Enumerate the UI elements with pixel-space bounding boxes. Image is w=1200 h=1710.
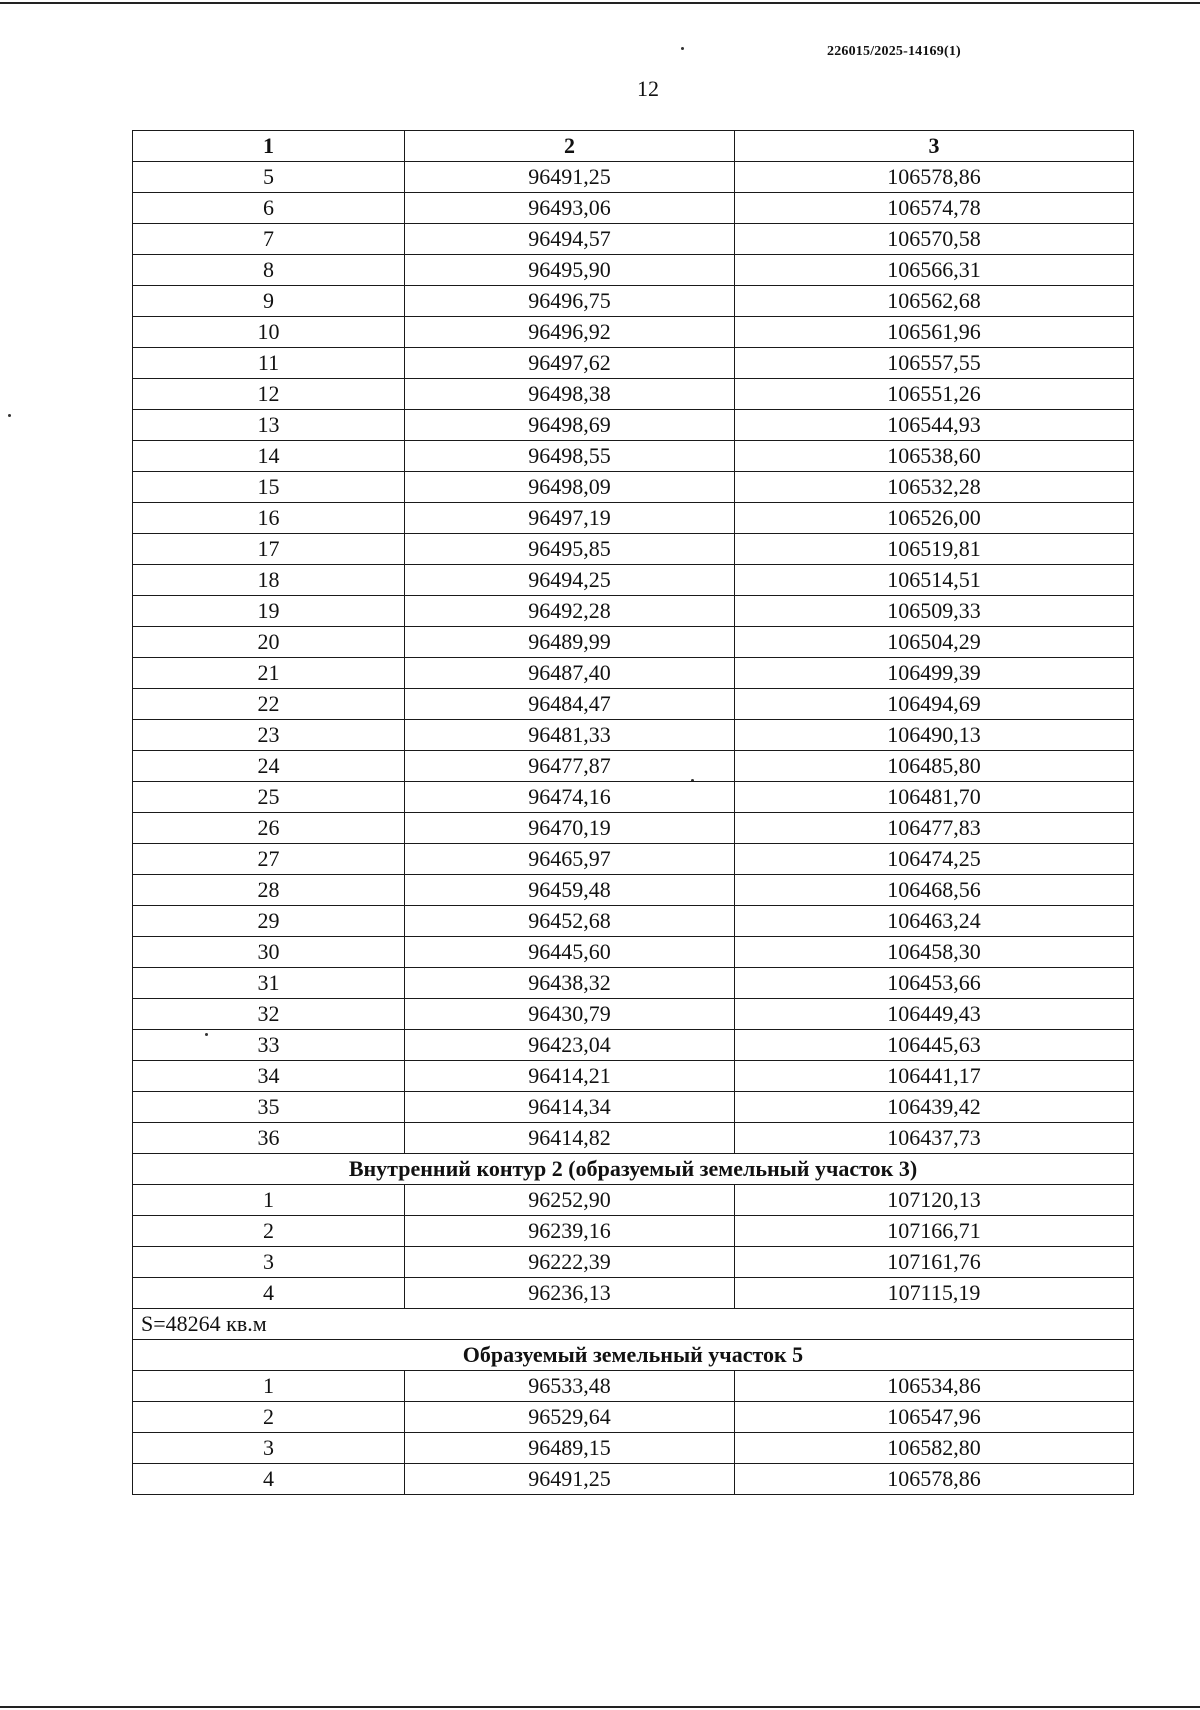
plot-5-title: Образуемый земельный участок 5 [133, 1340, 1134, 1371]
point-number: 25 [133, 782, 405, 813]
point-number: 30 [133, 937, 405, 968]
x-coordinate: 96491,25 [405, 162, 735, 193]
y-coordinate: 106509,33 [735, 596, 1134, 627]
point-number: 24 [133, 751, 405, 782]
y-coordinate: 106468,56 [735, 875, 1134, 906]
inner-contour-title: Внутренний контур 2 (образуемый земельный участок 3) [133, 1154, 1134, 1185]
table-row [133, 906, 1134, 937]
y-coordinate: 107115,19 [735, 1278, 1134, 1309]
area-section [133, 1309, 1134, 1371]
point-number: 9 [133, 286, 405, 317]
table-row [133, 286, 1134, 317]
x-coordinate: 96496,75 [405, 286, 735, 317]
x-coordinate: 96493,06 [405, 193, 735, 224]
point-number: 13 [133, 410, 405, 441]
point-number: 12 [133, 379, 405, 410]
x-coordinate: 96470,19 [405, 813, 735, 844]
point-number: 23 [133, 720, 405, 751]
table-row [133, 1247, 1134, 1278]
x-coordinate: 96494,57 [405, 224, 735, 255]
y-coordinate: 106574,78 [735, 193, 1134, 224]
point-number: 10 [133, 317, 405, 348]
x-coordinate: 96498,55 [405, 441, 735, 472]
contour-points-section [133, 162, 1134, 1154]
table-row [133, 503, 1134, 534]
y-coordinate: 106551,26 [735, 379, 1134, 410]
x-coordinate: 96498,38 [405, 379, 735, 410]
y-coordinate: 106449,43 [735, 999, 1134, 1030]
x-coordinate: 96414,21 [405, 1061, 735, 1092]
table-row [133, 1185, 1134, 1216]
point-number: 4 [133, 1464, 405, 1495]
scan-top-edge [0, 2, 1200, 4]
column-header-1: 1 [133, 131, 405, 162]
x-coordinate: 96438,32 [405, 968, 735, 999]
table-row [133, 441, 1134, 472]
table-row [133, 875, 1134, 906]
table-row [133, 1278, 1134, 1309]
point-number: 33 [133, 1030, 405, 1061]
y-coordinate: 106532,28 [735, 472, 1134, 503]
area-row [133, 1309, 1134, 1340]
x-coordinate: 96252,90 [405, 1185, 735, 1216]
table-row [133, 658, 1134, 689]
y-coordinate: 106514,51 [735, 565, 1134, 596]
point-number: 6 [133, 193, 405, 224]
table-row [133, 224, 1134, 255]
y-coordinate: 106544,93 [735, 410, 1134, 441]
y-coordinate: 106458,30 [735, 937, 1134, 968]
x-coordinate: 96498,69 [405, 410, 735, 441]
x-coordinate: 96474,16 [405, 782, 735, 813]
point-number: 34 [133, 1061, 405, 1092]
x-coordinate: 96445,60 [405, 937, 735, 968]
table-row [133, 627, 1134, 658]
point-number: 15 [133, 472, 405, 503]
table-header-row [133, 131, 1134, 162]
x-coordinate: 96452,68 [405, 906, 735, 937]
table-row [133, 1061, 1134, 1092]
table-row [133, 1123, 1134, 1154]
table-row [133, 1092, 1134, 1123]
point-number: 22 [133, 689, 405, 720]
point-number: 32 [133, 999, 405, 1030]
area-value: S=48264 кв.м [133, 1309, 1134, 1340]
point-number: 18 [133, 565, 405, 596]
column-header-2: 2 [405, 131, 735, 162]
y-coordinate: 106534,86 [735, 1371, 1134, 1402]
x-coordinate: 96495,85 [405, 534, 735, 565]
y-coordinate: 107120,13 [735, 1185, 1134, 1216]
table-row [133, 1216, 1134, 1247]
table-row [133, 999, 1134, 1030]
x-coordinate: 96491,25 [405, 1464, 735, 1495]
y-coordinate: 106566,31 [735, 255, 1134, 286]
point-number: 3 [133, 1433, 405, 1464]
point-number: 1 [133, 1371, 405, 1402]
point-number: 17 [133, 534, 405, 565]
y-coordinate: 106562,68 [735, 286, 1134, 317]
table-row [133, 317, 1134, 348]
point-number: 27 [133, 844, 405, 875]
table-row [133, 813, 1134, 844]
x-coordinate: 96496,92 [405, 317, 735, 348]
point-number: 2 [133, 1402, 405, 1433]
point-number: 5 [133, 162, 405, 193]
x-coordinate: 96236,13 [405, 1278, 735, 1309]
coordinates-table [132, 130, 1134, 1495]
point-number: 36 [133, 1123, 405, 1154]
table-row [133, 534, 1134, 565]
x-coordinate: 96492,28 [405, 596, 735, 627]
x-coordinate: 96481,33 [405, 720, 735, 751]
table-row [133, 689, 1134, 720]
y-coordinate: 107161,76 [735, 1247, 1134, 1278]
table-row [133, 472, 1134, 503]
table-row [133, 1371, 1134, 1402]
x-coordinate: 96487,40 [405, 658, 735, 689]
y-coordinate: 106441,17 [735, 1061, 1134, 1092]
y-coordinate: 106526,00 [735, 503, 1134, 534]
point-number: 19 [133, 596, 405, 627]
table-row [133, 1402, 1134, 1433]
x-coordinate: 96489,15 [405, 1433, 735, 1464]
table-row [133, 410, 1134, 441]
table-row [133, 162, 1134, 193]
x-coordinate: 96495,90 [405, 255, 735, 286]
point-number: 3 [133, 1247, 405, 1278]
table-row [133, 968, 1134, 999]
column-header-3: 3 [735, 131, 1134, 162]
point-number: 16 [133, 503, 405, 534]
point-number: 7 [133, 224, 405, 255]
section-title-row [133, 1340, 1134, 1371]
y-coordinate: 106437,73 [735, 1123, 1134, 1154]
y-coordinate: 106481,70 [735, 782, 1134, 813]
table-row [133, 379, 1134, 410]
y-coordinate: 106547,96 [735, 1402, 1134, 1433]
y-coordinate: 106557,55 [735, 348, 1134, 379]
point-number: 35 [133, 1092, 405, 1123]
table-row [133, 937, 1134, 968]
x-coordinate: 96497,19 [405, 503, 735, 534]
point-number: 8 [133, 255, 405, 286]
plot-5-points [133, 1371, 1134, 1495]
x-coordinate: 96497,62 [405, 348, 735, 379]
x-coordinate: 96533,48 [405, 1371, 735, 1402]
point-number: 1 [133, 1185, 405, 1216]
x-coordinate: 96239,16 [405, 1216, 735, 1247]
point-number: 20 [133, 627, 405, 658]
x-coordinate: 96498,09 [405, 472, 735, 503]
table-row [133, 255, 1134, 286]
y-coordinate: 106578,86 [735, 1464, 1134, 1495]
table-row [133, 348, 1134, 379]
x-coordinate: 96494,25 [405, 565, 735, 596]
point-number: 26 [133, 813, 405, 844]
x-coordinate: 96222,39 [405, 1247, 735, 1278]
y-coordinate: 106499,39 [735, 658, 1134, 689]
y-coordinate: 106494,69 [735, 689, 1134, 720]
inner-contour-section [133, 1154, 1134, 1185]
table-row [133, 596, 1134, 627]
point-number: 11 [133, 348, 405, 379]
x-coordinate: 96414,34 [405, 1092, 735, 1123]
y-coordinate: 106582,80 [735, 1433, 1134, 1464]
table-row [133, 565, 1134, 596]
table-row [133, 193, 1134, 224]
scan-speck [681, 47, 684, 50]
y-coordinate: 106439,42 [735, 1092, 1134, 1123]
section-title-row [133, 1154, 1134, 1185]
y-coordinate: 106463,24 [735, 906, 1134, 937]
inner-contour-points [133, 1185, 1134, 1309]
table-row [133, 720, 1134, 751]
x-coordinate: 96484,47 [405, 689, 735, 720]
y-coordinate: 106538,60 [735, 441, 1134, 472]
table-row [133, 1464, 1134, 1495]
point-number: 31 [133, 968, 405, 999]
document-number: 226015/2025-14169(1) [827, 44, 961, 59]
y-coordinate: 106474,25 [735, 844, 1134, 875]
table-row [133, 782, 1134, 813]
y-coordinate: 106561,96 [735, 317, 1134, 348]
point-number: 29 [133, 906, 405, 937]
x-coordinate: 96465,97 [405, 844, 735, 875]
x-coordinate: 96477,87 [405, 751, 735, 782]
x-coordinate: 96489,99 [405, 627, 735, 658]
y-coordinate: 106578,86 [735, 162, 1134, 193]
y-coordinate: 106485,80 [735, 751, 1134, 782]
point-number: 21 [133, 658, 405, 689]
point-number: 2 [133, 1216, 405, 1247]
page-number: 12 [637, 76, 659, 101]
y-coordinate: 106490,13 [735, 720, 1134, 751]
point-number: 14 [133, 441, 405, 472]
table-row [133, 1433, 1134, 1464]
table-row [133, 844, 1134, 875]
y-coordinate: 106445,63 [735, 1030, 1134, 1061]
scan-speck [8, 414, 11, 417]
y-coordinate: 106519,81 [735, 534, 1134, 565]
point-number: 4 [133, 1278, 405, 1309]
x-coordinate: 96529,64 [405, 1402, 735, 1433]
x-coordinate: 96423,04 [405, 1030, 735, 1061]
x-coordinate: 96459,48 [405, 875, 735, 906]
y-coordinate: 106453,66 [735, 968, 1134, 999]
point-number: 28 [133, 875, 405, 906]
y-coordinate: 107166,71 [735, 1216, 1134, 1247]
y-coordinate: 106570,58 [735, 224, 1134, 255]
table-row [133, 1030, 1134, 1061]
table-row [133, 751, 1134, 782]
scan-bottom-edge [0, 1706, 1200, 1708]
y-coordinate: 106504,29 [735, 627, 1134, 658]
y-coordinate: 106477,83 [735, 813, 1134, 844]
x-coordinate: 96430,79 [405, 999, 735, 1030]
x-coordinate: 96414,82 [405, 1123, 735, 1154]
